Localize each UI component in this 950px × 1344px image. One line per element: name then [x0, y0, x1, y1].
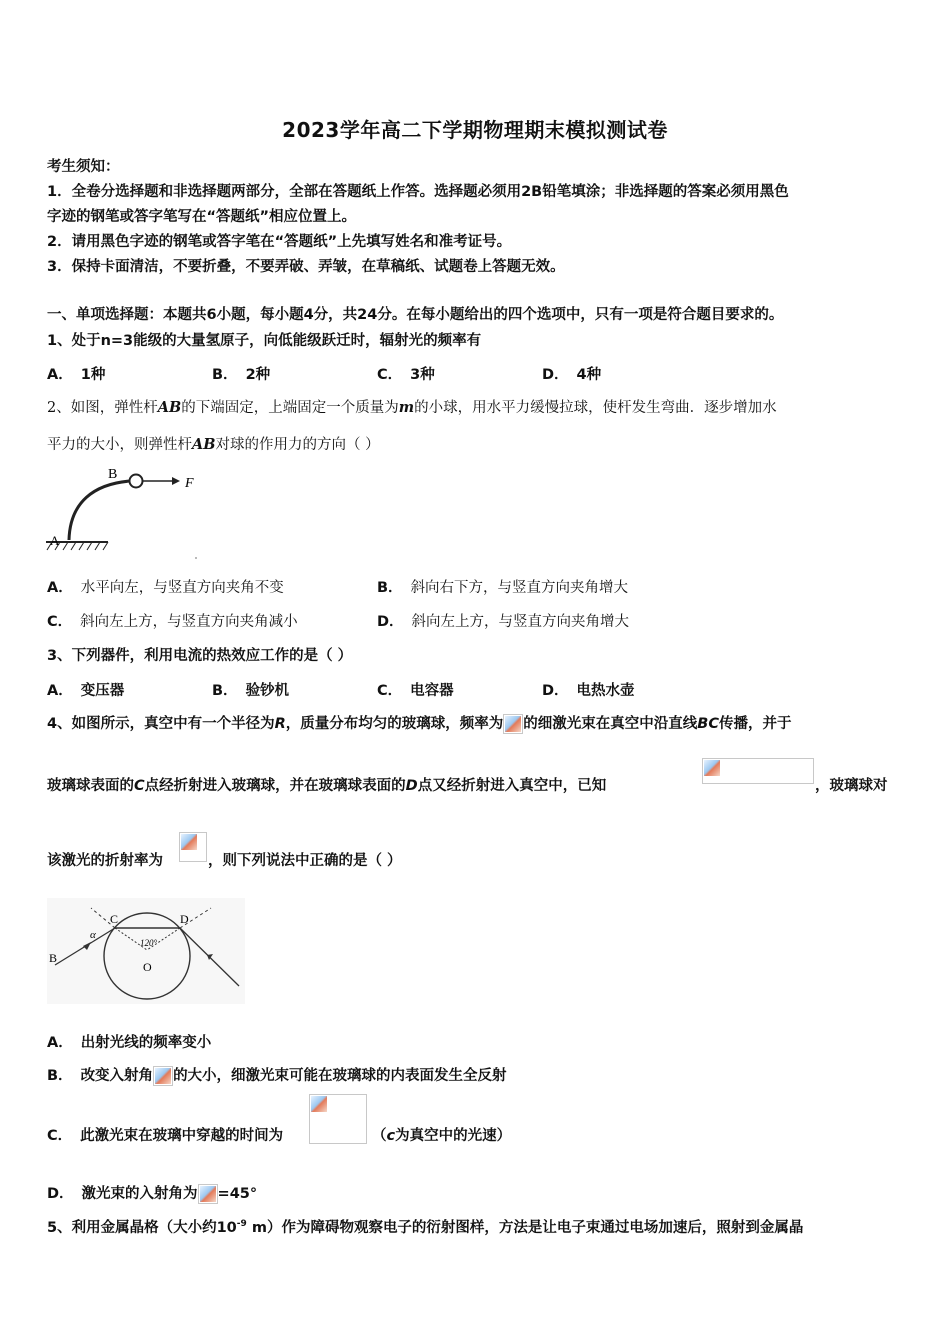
label-a: A	[50, 533, 60, 548]
page-title: 2023学年高二下学期物理期末模拟测试卷	[282, 118, 668, 142]
q3-option-d: D． 电热水壶	[542, 683, 635, 699]
q4-stem-line-3-end: ，则下列说法中正确的是（ ）	[208, 853, 402, 869]
formula-image-angle	[198, 1184, 218, 1204]
label-f: F	[185, 476, 194, 491]
q2-figure-rod	[44, 462, 204, 560]
q1-option-d: D． 4种	[542, 367, 602, 383]
notice-line-3: 3．保持卡面清洁，不要折叠，不要弄破、弄皱，在草稿纸、试题卷上答题无效。	[47, 259, 565, 275]
q4-stem-line-3: 该激光的折射率为	[47, 853, 163, 869]
formula-image-time	[309, 1094, 367, 1144]
section-1-heading: 一、单项选择题：本题共6小题，每小题4分，共24分。在每小题给出的四个选项中，只有一项是符合题目要求的。	[47, 307, 784, 323]
label-angle: 120°	[140, 938, 158, 948]
q1-option-a: A． 1种	[47, 367, 106, 383]
q1-option-b: B． 2种	[212, 367, 271, 383]
q2-option-b: B． 斜向右下方，与竖直方向夹角增大	[377, 580, 629, 596]
q4-option-d: D． 激光束的入射角为 =45°	[47, 1186, 258, 1202]
q3-stem: 3、下列器件，利用电流的热效应工作的是（ ）	[47, 648, 353, 664]
q2-stem-line-1: 2、如图，弹性杆AB的下端固定，上端固定一个质量为m的小球，用水平力缓慢拉球，使杆发生弯曲．逐步增加水	[47, 399, 777, 416]
ball	[130, 475, 143, 488]
formula-image-incident-angle	[153, 1066, 173, 1086]
label-o: O	[143, 960, 152, 974]
notice-line-2: 2．请用黑色字迹的钢笔或答字笔在“答题纸”上先填写姓名和准考证号。	[47, 234, 512, 250]
notice-line-1b: 字迹的钢笔或答字笔写在“答题纸”相应位置上。	[47, 209, 357, 225]
q1-option-c: C． 3种	[377, 367, 435, 383]
q3-option-c: C． 电容器	[377, 683, 454, 699]
label-c: C	[110, 912, 119, 926]
broken-image-icon	[181, 834, 197, 850]
label-alpha: α	[90, 929, 96, 941]
label-d: D	[180, 912, 189, 926]
q4-figure-glass-sphere	[47, 898, 245, 1004]
q4-stem-line-2: 玻璃球表面的C点经折射进入玻璃球，并在玻璃球表面的D点又经折射进入真空中，已知	[47, 778, 607, 794]
broken-image-icon	[704, 760, 720, 776]
q4-stem-line-1: 4、如图所示，真空中有一个半径为R，质量分布均匀的玻璃球，频率为 的细激光束在真空中沿直线BC传播，并于	[47, 716, 792, 732]
formula-image-refractive-index	[179, 832, 207, 862]
q4-stem-line-2-end: ，玻璃球对	[815, 778, 888, 794]
elastic-rod	[69, 481, 130, 540]
broken-image-icon	[155, 1068, 171, 1084]
q4-option-b: B． 改变入射角 的大小，细激光束可能在玻璃球的内表面发生全反射	[47, 1068, 507, 1084]
force-arrow-head	[172, 477, 180, 485]
q1-stem: 1、处于n=3能级的大量氢原子，向低能级跃迁时，辐射光的频率有	[47, 333, 482, 349]
label-b: B	[49, 951, 58, 965]
broken-image-icon	[505, 716, 521, 732]
q5-stem-line-1: 5、利用金属晶格（大小约$10^{-9}$ m）作为障碍物观察电子的衍射图样，方法是让电子束通过电场加速后，照射到金属晶	[47, 1219, 804, 1236]
formula-image-known-condition	[702, 758, 814, 784]
q2-option-c: C． 斜向左上方，与竖直方向夹角减小	[47, 614, 298, 630]
notice-heading: 考生须知：	[47, 159, 120, 175]
q3-option-b: B． 验钞机	[212, 683, 290, 699]
broken-image-icon	[200, 1186, 216, 1202]
broken-image-icon	[311, 1096, 327, 1112]
formula-image-frequency	[503, 714, 523, 734]
q2-option-a: A． 水平向左，与竖直方向夹角不变	[47, 580, 284, 596]
q4-option-a: A． 出射光线的频率变小	[47, 1035, 212, 1051]
q2-stem-line-2: 平力的大小，则弹性杆AB对球的作用力的方向（ ）	[47, 436, 380, 453]
label-b: B	[108, 467, 118, 482]
q4-option-c-note: （c为真空中的光速）	[372, 1128, 512, 1144]
q3-option-a: A． 变压器	[47, 683, 125, 699]
notice-line-1a: 1．全卷分选择题和非选择题两部分，全部在答题纸上作答。选择题必须用2B铅笔填涂；非选择题的答案必须用黑色	[47, 184, 789, 200]
q2-option-d: D． 斜向左上方，与竖直方向夹角增大	[377, 614, 630, 630]
q4-option-c: C． 此激光束在玻璃中穿越的时间为	[47, 1128, 284, 1144]
